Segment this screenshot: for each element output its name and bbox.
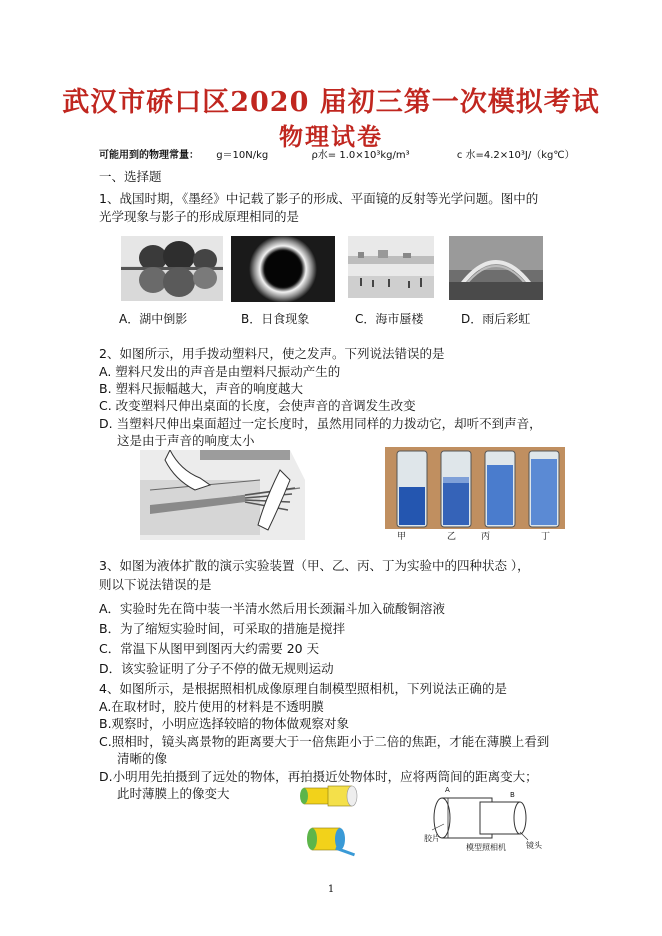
q3-option-a: A．实验时先在筒中装一半清水然后用长颈漏斗加入硫酸铜溶液 [99,601,446,616]
q4-stem: 4、如图所示，是根据照相机成像原理自制模型照相机，下列说法正确的是 [99,681,507,696]
camera-label-a: A [445,786,450,794]
page-subtitle: 物理试卷 [279,122,383,151]
q4-option-d-line1: D.小明用先拍摄到了远处的物体，再拍摄近处物体时，应将两筒间的距离变大； [99,769,538,784]
q2-option-c: C. 改变塑料尺伸出桌面的长度，会使声音的音调发生改变 [99,398,416,413]
rainbow-image [449,236,543,300]
tube-label-yi: 乙 [447,532,457,542]
q2-option-d-line2: 这是由于声音的响度太小 [117,433,255,448]
q1-option-a: A．湖中倒影 [119,312,188,326]
q2-stem: 2、如图所示，用手拨动塑料尺，使之发声。下列说法错误的是 [99,346,445,361]
q1-line2: 光学现象与影子的形成原理相同的是 [99,209,300,224]
constant-g: g＝10N/kg [216,150,269,161]
q1-option-c: C．海市蜃楼 [355,312,424,326]
q4-option-d-line2: 此时薄膜上的像变大 [117,786,230,801]
solar-eclipse-image [231,236,335,302]
camera-caption: 模型照相机 [466,843,506,852]
page-title: 武汉市硚口区2020 届初三第一次模拟考试 [62,87,600,118]
q4-option-b: B.观察时，小明应选择较暗的物体做观察对象 [99,716,350,731]
q4-option-c-line1: C.照相时，镜头离景物的距离要大于一倍焦距小于二倍的焦距，才能在薄膜上看到 [99,734,550,749]
page-number: 1 [327,884,335,895]
lake-reflection-image [121,236,223,301]
constant-c: c 水=4.2×10³J/（kg℃） [456,150,575,161]
ruler-figure [140,450,305,540]
tube-label-ding: 丁 [541,532,551,542]
diffusion-tubes-figure [385,447,565,529]
q4-option-a: A.在取材时，胶片使用的材料是不透明膜 [99,699,324,714]
constants-label: 可能用到的物理常量： [99,150,199,161]
q3-line2: 则以下说法错误的是 [99,577,212,592]
camera-label-film: 胶片 [424,834,440,843]
q2-option-d-line1: D. 当塑料尺伸出桌面超过一定长度时，虽然用同样的力拨动它，却听不到声音， [99,416,542,431]
q4-option-c-line2: 清晰的像 [117,751,168,766]
q1-line1: 1、战国时期，《墨经》中记载了影子的形成、平面镜的反射等光学问题。图中的 [99,191,539,206]
paper-tube-figure [296,782,376,862]
q3-option-b: B．为了缩短实验时间，可采取的措施是搅拌 [99,621,346,636]
section-heading: 一、选择题 [99,169,162,184]
camera-label-lens: 镜头 [526,841,542,850]
mirage-image [348,236,434,298]
camera-label-b: B [510,791,515,799]
q2-option-b: B. 塑料尺振幅越大，声音的响度越大 [99,381,304,396]
q1-option-b: B．日食现象 [241,312,310,326]
q2-option-a: A. 塑料尺发出的声音是由塑料尺振动产生的 [99,364,341,379]
q1-option-d: D．雨后彩虹 [461,312,531,326]
q3-option-d: D．该实验证明了分子不停的做无规则运动 [99,661,334,676]
tube-label-bing: 丙 [481,532,491,542]
q3-line1: 3、如图为液体扩散的演示实验装置（甲、乙、丙、丁为实验中的四种状态 ）， [99,558,530,573]
constant-rho: ρ水= 1.0×10³kg/m³ [311,150,410,161]
constants-line [99,146,575,161]
q3-option-c: C．常温下从图甲到图丙大约需要 20 天 [99,641,320,656]
tube-label-jia: 甲 [397,532,407,542]
